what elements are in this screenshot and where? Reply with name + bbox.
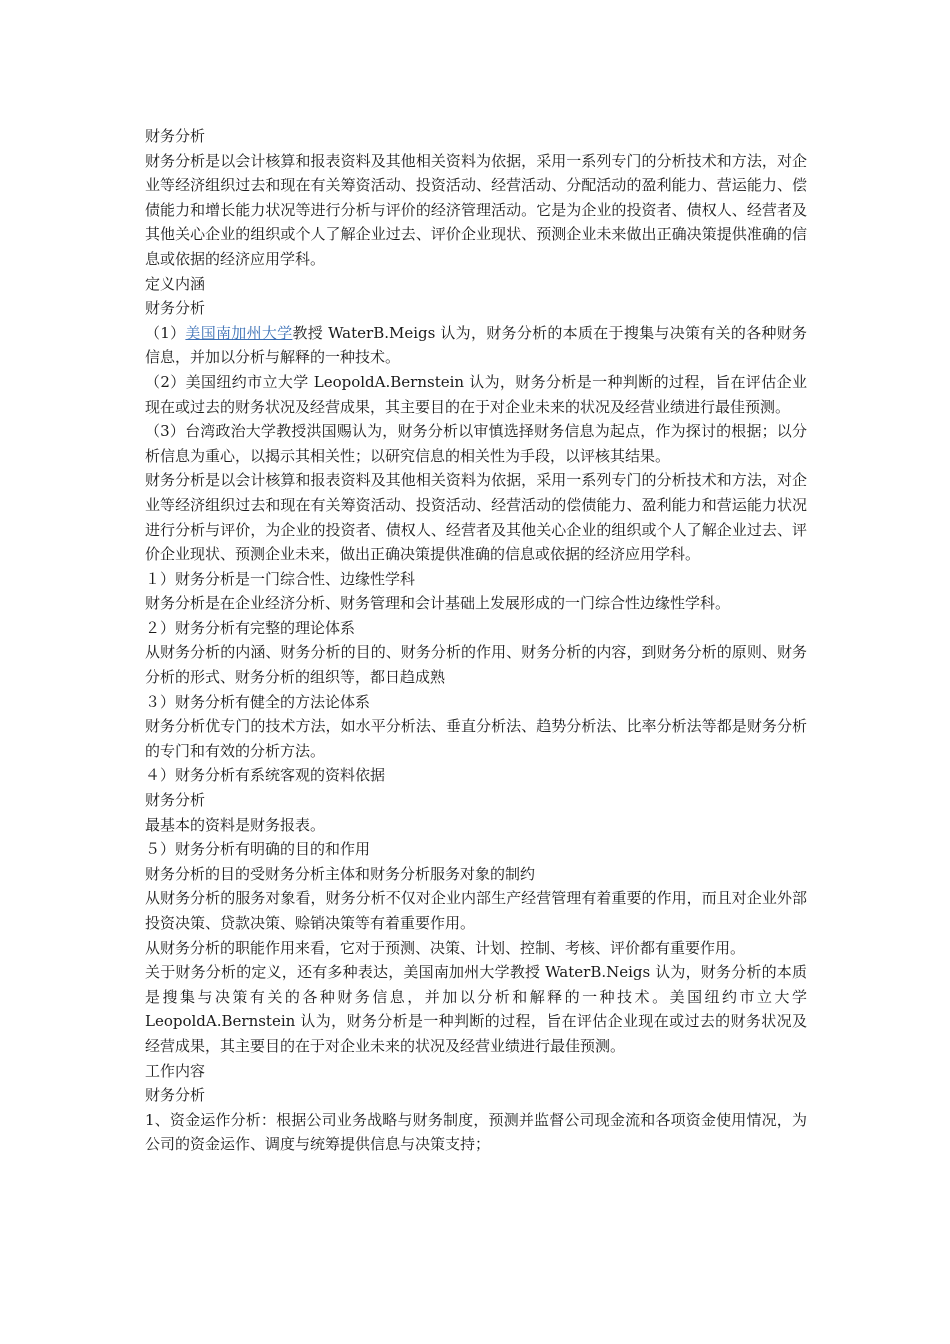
point-5-title: ５）财务分析有明确的目的和作用 [145,840,371,859]
definition-2: （2）美国纽约市立大学 LeopoldA.Bernstein 认为，财务分析是一种判断的过程，旨在评估企业现在或过去的财务状况及经营成果，其主要目的在于对企业未来的状况及经营业绩进行最佳预测。 [145,372,807,416]
definition-1-prefix: （1） [145,323,186,342]
section-heading-definition: 定义内涵 [145,274,206,293]
definition-1 [145,321,807,370]
point-1-title: １）财务分析是一门综合性、边缘性学科 [145,569,416,588]
university-link[interactable]: 美国南加州大学 [185,323,293,342]
point-2-body: 从财务分析的内涵、财务分析的目的、财务分析的作用、财务分析的内容，到财务分析的原则、财务分析的形式、财务分析的组织等，都日趋成熟 [145,643,807,687]
document-title: 财务分析 [145,127,206,145]
sub-label: 财务分析 [145,1086,206,1105]
point-5-body-1: 财务分析的目的受财务分析主体和财务分析服务对象的制约 [145,864,536,883]
document-page [145,124,807,1157]
work-item-1: 1、资金运作分析：根据公司业务战略与财务制度，预测并监督公司现金流和各项资金使用情况，为公司的资金运作、调度与统筹提供信息与决策支持； [145,1110,807,1154]
section-heading-work: 工作内容 [145,1061,206,1080]
point-3-title: ３）财务分析有健全的方法论体系 [145,692,371,711]
point-3-body: 财务分析优专门的技术方法，如水平分析法、垂直分析法、趋势分析法、比率分析法等都是财务分析的专门和有效的分析方法。 [145,717,807,760]
point-4-title: ４）财务分析有系统客观的资料依据 [145,766,386,785]
point-4-body: 最基本的资料是财务报表。 [145,815,326,834]
point-2-title: ２）财务分析有完整的理论体系 [145,618,356,637]
definition-1-text: 教授 WaterB.Meigs 认为，财务分析的本质在于搜集与决策有关的各种财务信息，并加以分析与解释的一种技术。 [145,323,807,367]
point-4-label: 财务分析 [145,791,206,810]
point-5-body-3: 从财务分析的职能作用来看，它对于预测、决策、计划、控制、考核、评价都有重要作用。 [145,938,746,957]
definition-3: （3）台湾政治大学教授洪国赐认为，财务分析以审慎选择财务信息为起点，作为探讨的根据；以分析信息为重心，以揭示其相关性；以研究信息的相关性为手段，以评核其结果。 [145,422,807,465]
point-1-body: 财务分析是在企业经济分析、财务管理和会计基础上发展形成的一门综合性边缘性学科。 [145,594,731,613]
intro-paragraph: 财务分析是以会计核算和报表资料及其他相关资料为依据，采用一系列专门的分析技术和方法，对企业等经济组织过去和现在有关筹资活动、投资活动、经营活动、分配活动的盈利能力、营运能力、偿债能力和增长能力状况等进行分析与评价的经济管理活动。它是为企业的投资者、债权人、经营者及其他关心企业的组织或个人了解企业过去、评价企业现状、预测企业未来做出正确决策提供准确的信息或依据的经济应用学科。 [145,151,807,268]
definition-summary: 财务分析是以会计核算和报表资料及其他相关资料为依据，采用一系列专门的分析技术和方法，对企业等经济组织过去和现在有关筹资活动、投资活动、经营活动的偿债能力、盈利能力和营运能力状况进行分析与评价，为企业的投资者、债权人、经营者及其他关心企业的组织或个人了解企业过去、评价企业现状、预测企业未来，做出正确决策提供准确的信息或依据的经济应用学科。 [145,471,807,564]
other-definitions: 关于财务分析的定义，还有多种表达，美国南加州大学教授 WaterB.Neigs 认为，财务分析的本质是搜集与决策有关的各种财务信息，并加以分析和解释的一种技术。美国纽约市立大学 LeopoldA.Bernstein 认为，财务分析是一种判断的过程，旨在评估企业现在或过去的财务状况及经营成果，其主要目的在于对企业未来的状况及经营业绩进行最佳预测。 [145,963,807,1055]
sub-label: 财务分析 [145,299,206,318]
point-5-body-2: 从财务分析的服务对象看，财务分析不仅对企业内部生产经营管理有着重要的作用，而且对企业外部投资决策、贷款决策、赊销决策等有着重要作用。 [145,889,807,932]
